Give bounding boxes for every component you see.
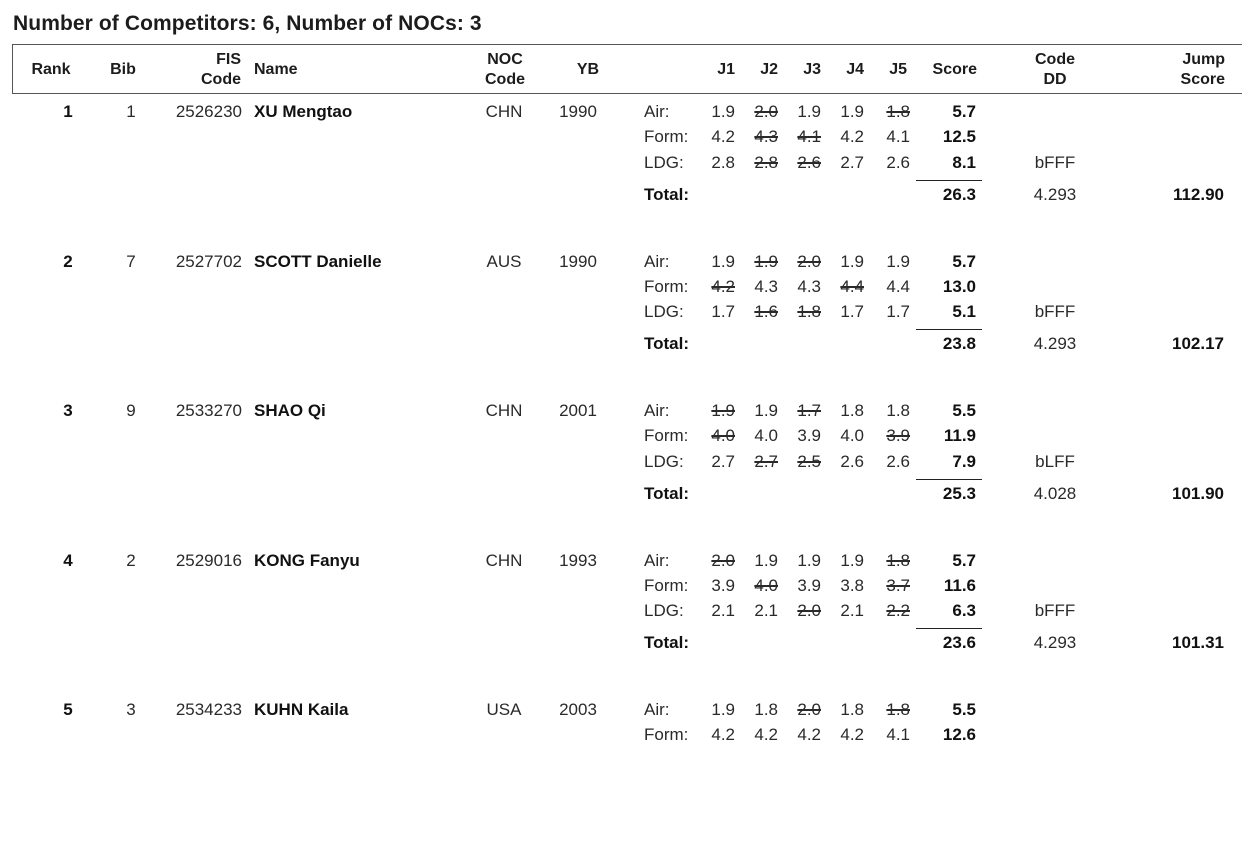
judge-score-j3: 4.3 xyxy=(797,276,821,296)
element-score: 5.7 xyxy=(952,550,976,570)
fis-code: 2527702 xyxy=(175,251,242,271)
judge-row-label: LDG: xyxy=(644,451,684,471)
judge-row-label: LDG: xyxy=(644,601,684,621)
header-j3: J3 xyxy=(803,61,821,78)
judge-score-j1: 2.7 xyxy=(711,451,735,471)
rank-value: 4 xyxy=(63,550,73,570)
judge-score-j2: 2.0 xyxy=(754,102,778,121)
element-score: 5.7 xyxy=(952,102,976,121)
bib-value: 9 xyxy=(126,401,136,420)
noc-code: CHN xyxy=(485,102,523,121)
fis-code: 2534233 xyxy=(175,700,242,719)
total-score: 25.3 xyxy=(942,483,976,503)
header-bib: Bib xyxy=(110,61,136,78)
element-score: 5.7 xyxy=(952,251,976,271)
judge-score-j3: 1.7 xyxy=(797,401,821,420)
element-score: 5.5 xyxy=(952,401,976,420)
bib-value: 2 xyxy=(126,550,136,570)
total-score: 26.3 xyxy=(942,184,976,204)
judge-row-label: Air: xyxy=(644,700,670,719)
judge-row-label: Form: xyxy=(644,127,689,147)
judge-score-j5: 1.9 xyxy=(886,251,910,271)
degree-of-difficulty: 4.293 xyxy=(1033,633,1077,653)
judge-score-j3: 3.9 xyxy=(797,426,821,446)
judge-row-label: Air: xyxy=(644,401,670,420)
total-score: 23.6 xyxy=(942,633,976,653)
judge-row-label: Air: xyxy=(644,102,670,121)
element-score: 8.1 xyxy=(952,152,976,172)
header-code-dd-line1: Code xyxy=(1035,51,1075,68)
judge-score-j3: 4.2 xyxy=(797,725,821,745)
judge-score-j1: 4.2 xyxy=(711,127,735,147)
judge-row-label: Form: xyxy=(644,575,689,595)
header-rank: Rank xyxy=(31,61,71,78)
total-label: Total: xyxy=(644,483,690,503)
judge-score-j4: 4.2 xyxy=(840,725,864,745)
degree-of-difficulty: 4.293 xyxy=(1033,334,1077,354)
year-of-birth: 1993 xyxy=(559,550,597,570)
jump-score: 102.17 xyxy=(1172,334,1224,354)
judge-score-j2: 4.0 xyxy=(754,426,778,446)
judge-score-j4: 1.9 xyxy=(840,251,864,271)
judge-score-j3: 1.9 xyxy=(797,550,821,570)
judge-row-label: LDG: xyxy=(644,302,684,322)
jump-score: 101.31 xyxy=(1172,633,1224,653)
degree-of-difficulty: 4.028 xyxy=(1033,483,1077,503)
judge-score-j4: 4.2 xyxy=(840,127,864,147)
element-score: 7.9 xyxy=(952,451,976,471)
total-label: Total: xyxy=(644,334,690,354)
judge-score-j1: 2.1 xyxy=(711,601,735,621)
noc-code: AUS xyxy=(486,251,522,271)
year-of-birth: 2003 xyxy=(559,700,597,719)
judge-score-j1: 1.9 xyxy=(711,401,735,420)
header-code-dd-line2: DD xyxy=(1043,71,1067,88)
judge-score-j1: 3.9 xyxy=(711,575,735,595)
total-divider xyxy=(916,628,982,629)
judge-score-j2: 4.3 xyxy=(754,276,778,296)
judge-score-j3: 2.5 xyxy=(797,451,821,471)
judge-score-j2: 1.9 xyxy=(754,251,778,271)
noc-code: USA xyxy=(486,700,522,719)
bib-value: 1 xyxy=(126,102,136,121)
header-j5: J5 xyxy=(889,61,907,78)
rank-value: 5 xyxy=(63,700,73,719)
header-name: Name xyxy=(254,61,298,78)
judge-score-j5: 3.7 xyxy=(886,575,910,595)
judge-score-j2: 1.9 xyxy=(754,401,778,420)
year-of-birth: 1990 xyxy=(559,102,597,121)
header-j1: J1 xyxy=(717,61,735,78)
degree-of-difficulty: 4.293 xyxy=(1033,184,1077,204)
table-header xyxy=(12,44,1242,94)
judge-score-j3: 2.6 xyxy=(797,152,821,172)
judge-score-j3: 2.0 xyxy=(797,601,821,621)
judge-score-j5: 1.8 xyxy=(886,550,910,570)
athlete-name: SHAO Qi xyxy=(254,401,326,420)
total-divider xyxy=(916,329,982,330)
year-of-birth: 2001 xyxy=(559,401,597,420)
header-noc-code-line2: Code xyxy=(485,71,525,88)
athlete-name: KUHN Kaila xyxy=(254,700,349,719)
judge-score-j4: 4.0 xyxy=(840,426,864,446)
athlete-name: SCOTT Danielle xyxy=(254,251,382,271)
judge-score-j2: 1.6 xyxy=(754,302,778,322)
total-score: 23.8 xyxy=(942,334,976,354)
judge-score-j1: 4.0 xyxy=(711,426,735,446)
judge-score-j4: 1.8 xyxy=(840,700,864,719)
judge-score-j3: 3.9 xyxy=(797,575,821,595)
fis-code: 2533270 xyxy=(175,401,242,420)
year-of-birth: 1990 xyxy=(559,251,597,271)
element-score: 5.5 xyxy=(952,700,976,719)
judge-score-j4: 1.7 xyxy=(840,302,864,322)
judge-score-j5: 3.9 xyxy=(886,426,910,446)
judge-score-j5: 1.8 xyxy=(886,401,910,420)
judge-score-j4: 2.1 xyxy=(840,601,864,621)
judge-score-j4: 1.9 xyxy=(840,102,864,121)
judge-score-j1: 2.0 xyxy=(711,550,735,570)
judge-score-j4: 4.4 xyxy=(840,276,864,296)
jump-code: bFFF xyxy=(1034,601,1076,621)
judge-score-j5: 2.6 xyxy=(886,152,910,172)
judge-score-j5: 1.8 xyxy=(886,700,910,719)
header-jump-score-line1: Jump xyxy=(1182,51,1225,68)
athlete-row xyxy=(0,252,1242,402)
noc-code: CHN xyxy=(485,401,523,420)
header-jump-score-line2: Score xyxy=(1180,71,1225,88)
judge-score-j1: 4.2 xyxy=(711,276,735,296)
judge-score-j3: 1.8 xyxy=(797,302,821,322)
rank-value: 2 xyxy=(63,251,73,271)
judge-score-j1: 2.8 xyxy=(711,152,735,172)
athlete-row xyxy=(0,551,1242,701)
noc-code: CHN xyxy=(485,550,523,570)
judge-row-label: Air: xyxy=(644,251,670,271)
judge-score-j3: 1.9 xyxy=(797,102,821,121)
judge-score-j5: 2.6 xyxy=(886,451,910,471)
judge-score-j4: 3.8 xyxy=(840,575,864,595)
header-score: Score xyxy=(932,61,977,78)
header-j4: J4 xyxy=(846,61,864,78)
athlete-row xyxy=(0,401,1242,551)
rank-value: 1 xyxy=(63,102,73,121)
jump-code: bFFF xyxy=(1034,152,1076,172)
judge-score-j2: 1.8 xyxy=(754,700,778,719)
judge-score-j4: 1.8 xyxy=(840,401,864,420)
element-score: 5.1 xyxy=(952,302,976,322)
header-yb: YB xyxy=(576,61,600,78)
judge-row-label: Form: xyxy=(644,426,689,446)
element-score: 12.6 xyxy=(942,725,976,745)
judge-score-j4: 2.6 xyxy=(840,451,864,471)
judge-score-j5: 2.2 xyxy=(886,601,910,621)
fis-code: 2529016 xyxy=(175,550,242,570)
element-score: 6.3 xyxy=(952,601,976,621)
athlete-row xyxy=(0,102,1242,252)
athlete-name: KONG Fanyu xyxy=(254,550,360,570)
total-divider xyxy=(916,180,982,181)
element-score: 11.6 xyxy=(943,575,976,595)
header-j2: J2 xyxy=(760,61,778,78)
judge-score-j3: 2.0 xyxy=(797,251,821,271)
judge-score-j3: 2.0 xyxy=(797,700,821,719)
judge-score-j2: 2.1 xyxy=(754,601,778,621)
total-label: Total: xyxy=(644,184,690,204)
judge-score-j2: 4.3 xyxy=(754,127,778,147)
judge-score-j2: 2.8 xyxy=(754,152,778,172)
element-score: 12.5 xyxy=(942,127,976,147)
judge-row-label: LDG: xyxy=(644,152,684,172)
judge-score-j5: 1.8 xyxy=(886,102,910,121)
judge-score-j1: 1.9 xyxy=(711,102,735,121)
jump-code: bFFF xyxy=(1034,302,1076,322)
judge-score-j1: 1.7 xyxy=(711,302,735,322)
judge-row-label: Form: xyxy=(644,725,689,745)
athlete-name: XU Mengtao xyxy=(254,102,353,121)
header-fis-code-line1: FIS xyxy=(216,51,241,68)
judge-score-j2: 2.7 xyxy=(754,451,778,471)
total-divider xyxy=(916,479,982,480)
judge-score-j5: 4.1 xyxy=(886,725,910,745)
element-score: 13.0 xyxy=(942,276,976,296)
judge-score-j3: 4.1 xyxy=(797,127,821,147)
bib-value: 3 xyxy=(126,700,136,719)
judge-row-label: Air: xyxy=(644,550,670,570)
judge-score-j5: 4.1 xyxy=(886,127,910,147)
header-noc-code-line1: NOC xyxy=(487,51,523,68)
judge-score-j2: 1.9 xyxy=(754,550,778,570)
element-score: 11.9 xyxy=(943,426,976,446)
judge-score-j1: 1.9 xyxy=(711,700,735,719)
judge-score-j1: 1.9 xyxy=(711,251,735,271)
jump-score: 101.90 xyxy=(1172,483,1224,503)
judge-score-j5: 4.4 xyxy=(886,276,910,296)
judge-score-j4: 2.7 xyxy=(840,152,864,172)
judge-score-j2: 4.0 xyxy=(754,575,778,595)
fis-code: 2526230 xyxy=(175,102,242,121)
total-label: Total: xyxy=(644,633,690,653)
judge-score-j4: 1.9 xyxy=(840,550,864,570)
header-fis-code-line2: Code xyxy=(201,71,241,88)
judge-row-label: Form: xyxy=(644,276,689,296)
judge-score-j5: 1.7 xyxy=(886,302,910,322)
jump-score: 112.90 xyxy=(1172,184,1224,204)
rank-value: 3 xyxy=(63,401,73,420)
competitors-summary: Number of Competitors: 6, Number of NOCs: 3 xyxy=(13,12,482,35)
athlete-row xyxy=(0,700,1242,850)
judge-score-j2: 4.2 xyxy=(754,725,778,745)
judge-score-j1: 4.2 xyxy=(711,725,735,745)
bib-value: 7 xyxy=(126,251,136,271)
jump-code: bLFF xyxy=(1035,451,1075,471)
